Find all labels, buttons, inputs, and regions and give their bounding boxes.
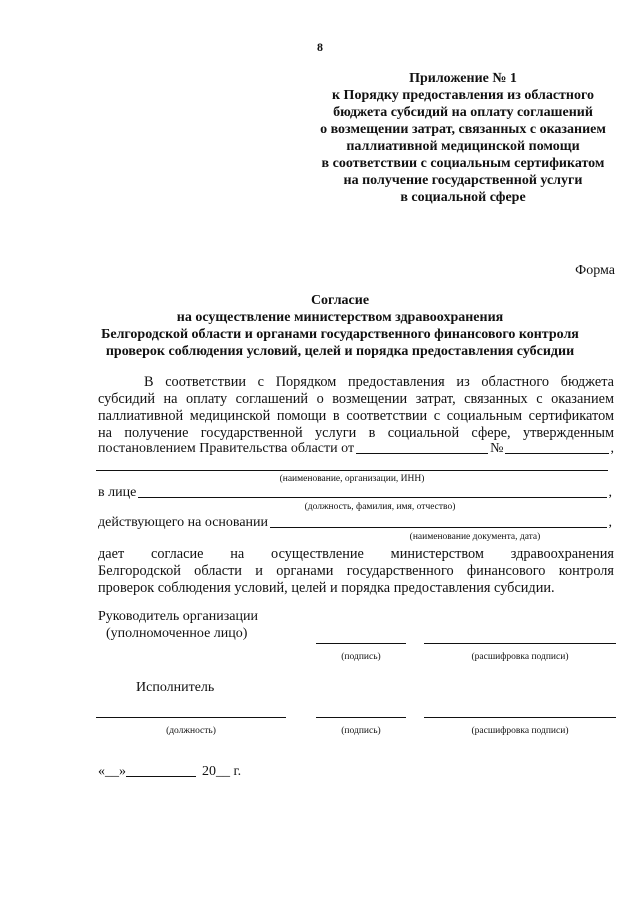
basis-document-field[interactable] — [270, 527, 606, 528]
consent-line: Белгородской области и органами государственного финансового контроля — [98, 563, 614, 579]
executor-label: Исполнитель — [136, 680, 215, 695]
caption-organization: (наименование, организации, ИНН) — [279, 474, 425, 484]
comma: , — [610, 441, 614, 456]
person-field[interactable] — [138, 497, 606, 498]
acting-basis-line — [98, 515, 612, 531]
decree-prefix: постановлением Правительства области от — [98, 441, 355, 456]
appendix-line: на получение государственной услуги — [343, 173, 583, 188]
date-day[interactable]: «__» — [98, 764, 126, 779]
caption-decoding: (расшифровка подписи) — [471, 726, 569, 736]
appendix-line: бюджета субсидий на оплату соглашений — [333, 105, 593, 120]
date-year-suffix: __ г. — [216, 764, 242, 779]
executor-position-field[interactable] — [96, 717, 286, 718]
consent-line: дает согласие на осуществление министерством здравоохранения — [98, 546, 614, 562]
appendix-line: к Порядку предоставления из областного — [331, 88, 594, 103]
comma: , — [608, 485, 612, 500]
title-line: Согласие — [310, 293, 370, 308]
head-signature-field[interactable] — [316, 643, 406, 644]
appendix-line: Приложение № 1 — [409, 71, 517, 86]
number-sign: № — [490, 441, 504, 456]
date-line — [98, 764, 241, 780]
caption-signature: (подпись) — [341, 726, 381, 736]
head-sublabel: (уполномоченное лицо) — [106, 626, 248, 641]
caption-position: (должность) — [166, 726, 216, 736]
decree-number-field[interactable] — [505, 453, 608, 454]
appendix-line: в соответствии с социальным сертификатом — [321, 156, 605, 171]
head-decoding-field[interactable] — [424, 643, 616, 644]
caption-signature: (подпись) — [341, 652, 381, 662]
title-line: на осуществление министерством здравоохранения — [176, 310, 504, 325]
paragraph-line: В соответствии с Порядком предоставления из областного бюджета — [144, 374, 614, 390]
title-line: проверок соблюдения условий, целей и порядка предоставления субсидии — [105, 344, 575, 359]
comma: , — [608, 515, 612, 530]
acting-basis-label: действующего на основании — [98, 515, 269, 530]
appendix-line: в социальной сфере — [400, 190, 526, 205]
document-title — [60, 292, 620, 360]
paragraph-line: паллиативной медицинской помощи в соответствии с социальным сертификатом — [98, 408, 614, 424]
consent-paragraph — [98, 374, 614, 442]
caption-person: (должность, фамилия, имя, отчество) — [304, 502, 456, 512]
head-label: Руководитель организации — [98, 609, 258, 624]
in-person-line — [98, 485, 612, 501]
page-number: 8 — [317, 40, 323, 54]
appendix-header — [298, 70, 628, 206]
form-label: Форма — [575, 263, 615, 278]
consent-line: проверок соблюдения условий, целей и порядка предоставления субсидии. — [98, 580, 555, 596]
executor-signature-field[interactable] — [316, 717, 406, 718]
caption-document: (наименование документа, дата) — [409, 532, 541, 542]
appendix-line: паллиативной медицинской помощи — [346, 139, 580, 154]
date-year-prefix: 20 — [202, 764, 216, 779]
in-person-label: в лице — [98, 485, 137, 500]
paragraph-line: субсидий на оплату соглашений о возмещении затрат, связанных с оказанием — [98, 391, 614, 407]
caption-decoding: (расшифровка подписи) — [471, 652, 569, 662]
date-month-field[interactable] — [126, 776, 196, 777]
paragraph-line: на получение государственной услуги в социальной сфере, утвержденным — [98, 425, 614, 441]
decree-line — [98, 441, 614, 457]
title-line: Белгородской области и органами государственного финансового контроля — [101, 327, 579, 342]
organization-field[interactable] — [96, 470, 608, 471]
appendix-line: о возмещении затрат, связанных с оказанием — [320, 122, 606, 137]
consent-text — [98, 546, 614, 597]
executor-decoding-field[interactable] — [424, 717, 616, 718]
decree-date-field[interactable] — [356, 453, 488, 454]
